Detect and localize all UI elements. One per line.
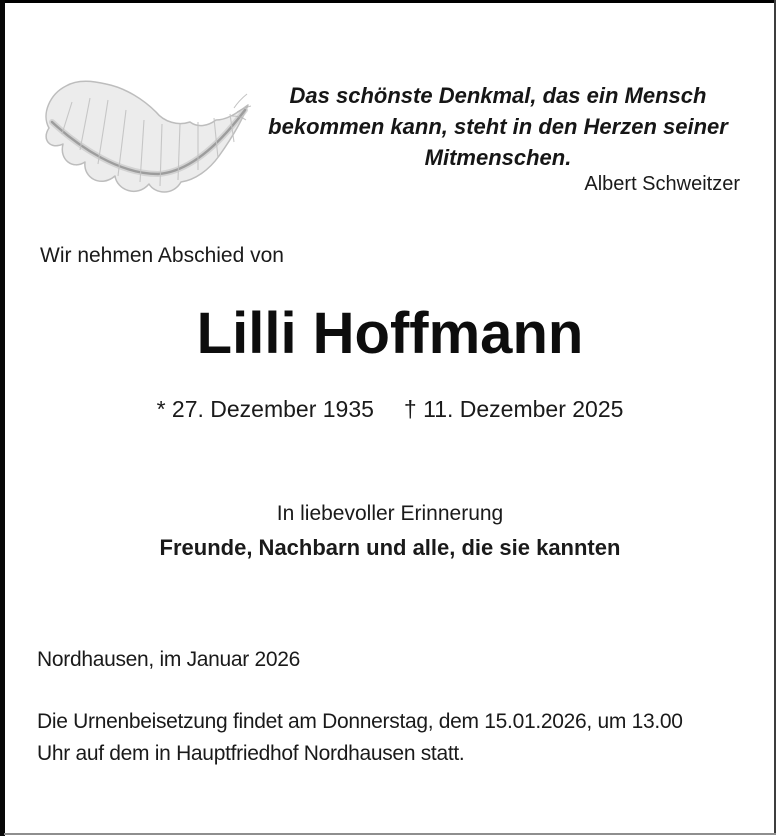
quote-line: Das schönste Denkmal, das ein Mensch xyxy=(289,83,707,108)
birth-death-row xyxy=(0,396,780,423)
death-date: † 11. Dezember 2025 xyxy=(403,396,624,422)
funeral-info xyxy=(37,706,757,770)
remembrance-line: In liebevoller Erinnerung xyxy=(276,502,504,525)
quote-line: bekommen kann, steht in den Herzen seiner xyxy=(268,114,728,139)
funeral-info-line: Die Urnenbeisetzung findet am Donnerstag, dem 15.01.2026, um 13.00 xyxy=(37,710,683,733)
place-date-line: Nordhausen, im Januar 2026 xyxy=(37,648,301,671)
funeral-info-line: Uhr auf dem in Hauptfriedhof Nordhausen statt. xyxy=(37,742,465,765)
feather-icon xyxy=(38,72,252,208)
birth-date: * 27. Dezember 1935 xyxy=(156,396,374,422)
mourners-line: Freunde, Nachbarn und alle, die sie kannten xyxy=(159,535,621,560)
deceased-name: Lilli Hoffmann xyxy=(196,301,584,366)
card-border-bottom xyxy=(4,833,776,835)
memorial-quote xyxy=(262,80,734,173)
quote-line: Mitmenschen. xyxy=(424,145,572,170)
card-border-top xyxy=(0,0,776,3)
quote-attribution: Albert Schweitzer xyxy=(584,173,740,195)
farewell-intro: Wir nehmen Abschied von xyxy=(40,244,284,267)
